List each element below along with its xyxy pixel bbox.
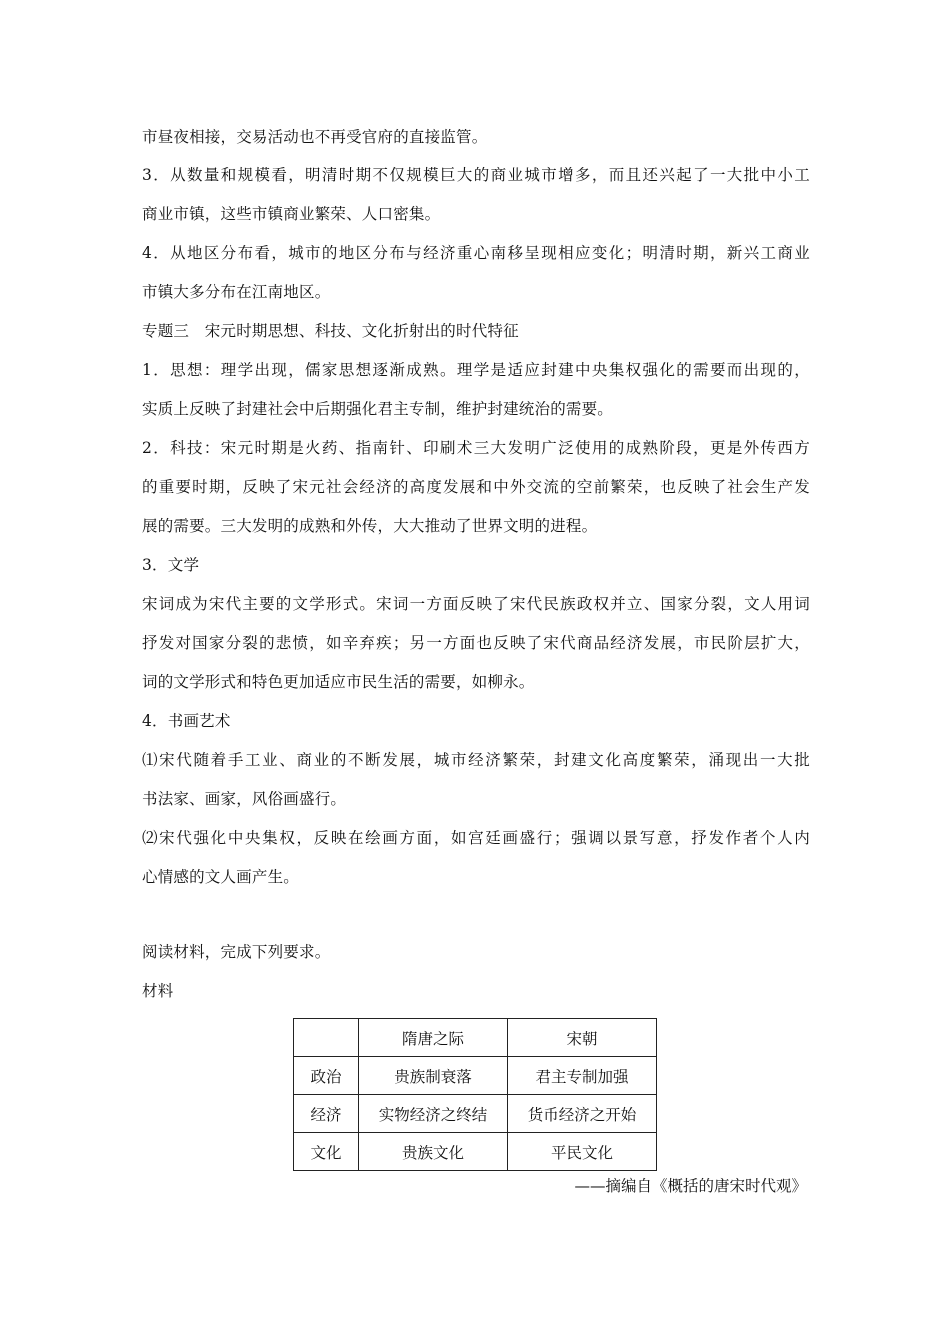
text-line: 词的文学形式和特色更加适应市民生活的需要，如柳永。 — [142, 673, 535, 691]
text-line: 1．思想：理学出现，儒家思想逐渐成熟。理学是适应封建中央集权强化的需要而出现的， — [142, 361, 810, 379]
table-cell: 贵族文化 — [359, 1133, 508, 1171]
table-row — [294, 1057, 657, 1095]
text-line: 4．从地区分布看，城市的地区分布与经济重心南移呈现相应变化；明清时期，新兴工商业 — [142, 244, 810, 262]
text-line: 实质上反映了封建社会中后期强化君主专制，维护封建统治的需要。 — [142, 400, 614, 418]
text-line: 3．从数量和规模看，明清时期不仅规模巨大的商业城市增多，而且还兴起了一大批中小工 — [142, 166, 810, 184]
table-cell: 实物经济之终结 — [359, 1095, 508, 1133]
table-cell: 君主专制加强 — [508, 1057, 657, 1095]
text-line: 抒发对国家分裂的悲愤，如辛弃疾；另一方面也反映了宋代商品经济发展，市民阶层扩大， — [142, 634, 810, 652]
text-line: 的重要时期，反映了宋元社会经济的高度发展和中外交流的空前繁荣，也反映了社会生产发 — [142, 478, 810, 496]
text-line: ⑵宋代强化中央集权，反映在绘画方面，如宫廷画盛行；强调以景写意，抒发作者个人内 — [142, 829, 810, 847]
text-line: 商业市镇，这些市镇商业繁荣、人口密集。 — [142, 205, 441, 223]
table-header-cell: 隋唐之际 — [359, 1019, 508, 1057]
text-line: 展的需要。三大发明的成熟和外传，大大推动了世界文明的进程。 — [142, 517, 598, 535]
section-heading: 专题三 宋元时期思想、科技、文化折射出的时代特征 — [142, 322, 519, 340]
text-line: 3．文学 — [142, 556, 200, 574]
text-line: 2．科技：宋元时期是火药、指南针、印刷术三大发明广泛使用的成熟阶段，更是外传西方 — [142, 439, 810, 457]
table-row — [294, 1133, 657, 1171]
text-line: 4．书画艺术 — [142, 712, 231, 730]
text-line: ⑴宋代随着手工业、商业的不断发展，城市经济繁荣，封建文化高度繁荣，涌现出一大批 — [142, 751, 810, 769]
table-cell: 货币经济之开始 — [508, 1095, 657, 1133]
table-row-label: 政治 — [294, 1057, 359, 1095]
material-table — [293, 1018, 657, 1171]
table-cell: 平民文化 — [508, 1133, 657, 1171]
text-line: 宋词成为宋代主要的文学形式。宋词一方面反映了宋代民族政权并立、国家分裂，文人用词 — [142, 595, 810, 613]
table-row — [294, 1095, 657, 1133]
text-line: 市镇大多分布在江南地区。 — [142, 283, 331, 301]
table-cell: 贵族制衰落 — [359, 1057, 508, 1095]
table-row-label: 文化 — [294, 1133, 359, 1171]
text-line: 心情感的文人画产生。 — [142, 868, 300, 886]
material-label: 材料 — [142, 982, 174, 1000]
text-line: 书法家、画家，风俗画盛行。 — [142, 790, 347, 808]
text-line: 市昼夜相接，交易活动也不再受官府的直接监管。 — [142, 128, 488, 146]
table-cell — [294, 1019, 359, 1057]
source-citation: ——摘编自《概括的唐宋时代观》 — [574, 1177, 807, 1195]
table-row-label: 经济 — [294, 1095, 359, 1133]
question-prompt: 阅读材料，完成下列要求。 — [142, 943, 331, 961]
table-header-row — [294, 1019, 657, 1057]
table-header-cell: 宋朝 — [508, 1019, 657, 1057]
